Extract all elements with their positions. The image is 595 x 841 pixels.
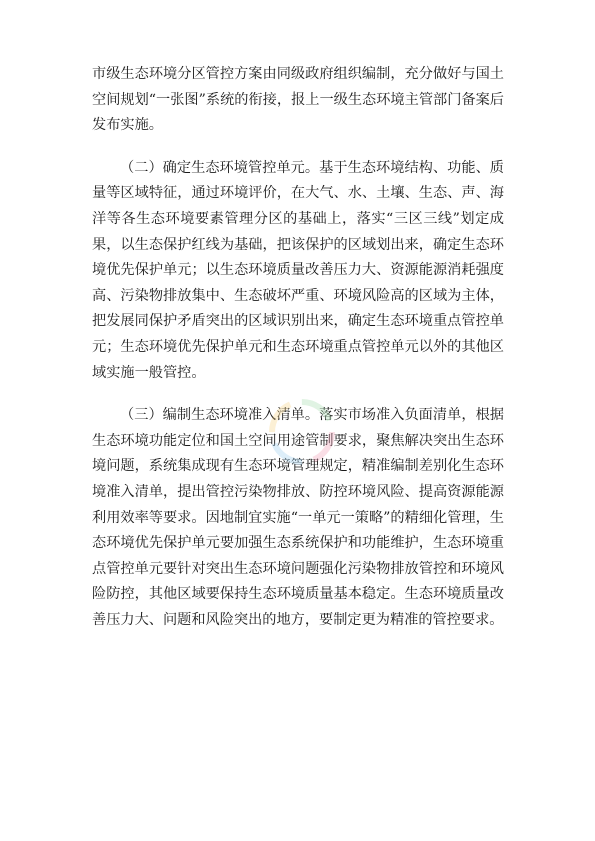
- document-body: [92, 62, 504, 633]
- paragraph-3: （三）编制生态环境准入清单。落实市场准入负面清单，根据生态环境功能定位和国土空间用途管制要求，聚焦解决突出生态环境问题，系统集成现有生态环境管理规定，精准编制差别化生态环境准入清单，提出管控污染物排放、防控环境风险、提高资源能源利用效率等要求。因地制宜实施“一单元一策略”的精细化管理，生态环境优先保护单元要加强生态系统保护和功能维护，生态环境重点管控单元要针对突出生态环境问题强化污染物排放管控和环境风险防控，其他区域要保持生态环境质量基本稳定。生态环境质量改善压力大、问题和风险突出的地方，要制定更为精准的管控要求。: [92, 407, 504, 628]
- paragraph-1: 市级生态环境分区管控方案由同级政府组织编制，充分做好与国土空间规划“一张图”系统的衔接，报上一级生态环境主管部门备案后发布实施。: [92, 66, 504, 134]
- paragraph-2: （二）确定生态环境管控单元。基于生态环境结构、功能、质量等区域特征，通过环境评价，在大气、水、土壤、生态、声、海洋等各生态环境要素管理分区的基础上，落实“三区三线”划定成果，以生态保护红线为基础，把该保护的区域划出来，确定生态环境优先保护单元；以生态环境质量改善压力大、资源能源消耗强度高、污染物排放集中、生态破坏严重、环境风险高的区域为主体，把发展同保护矛盾突出的区域识别出来，确定生态环境重点管控单元；生态环境优先保护单元和生态环境重点管控单元以外的其他区域实施一般管控。: [92, 159, 504, 381]
